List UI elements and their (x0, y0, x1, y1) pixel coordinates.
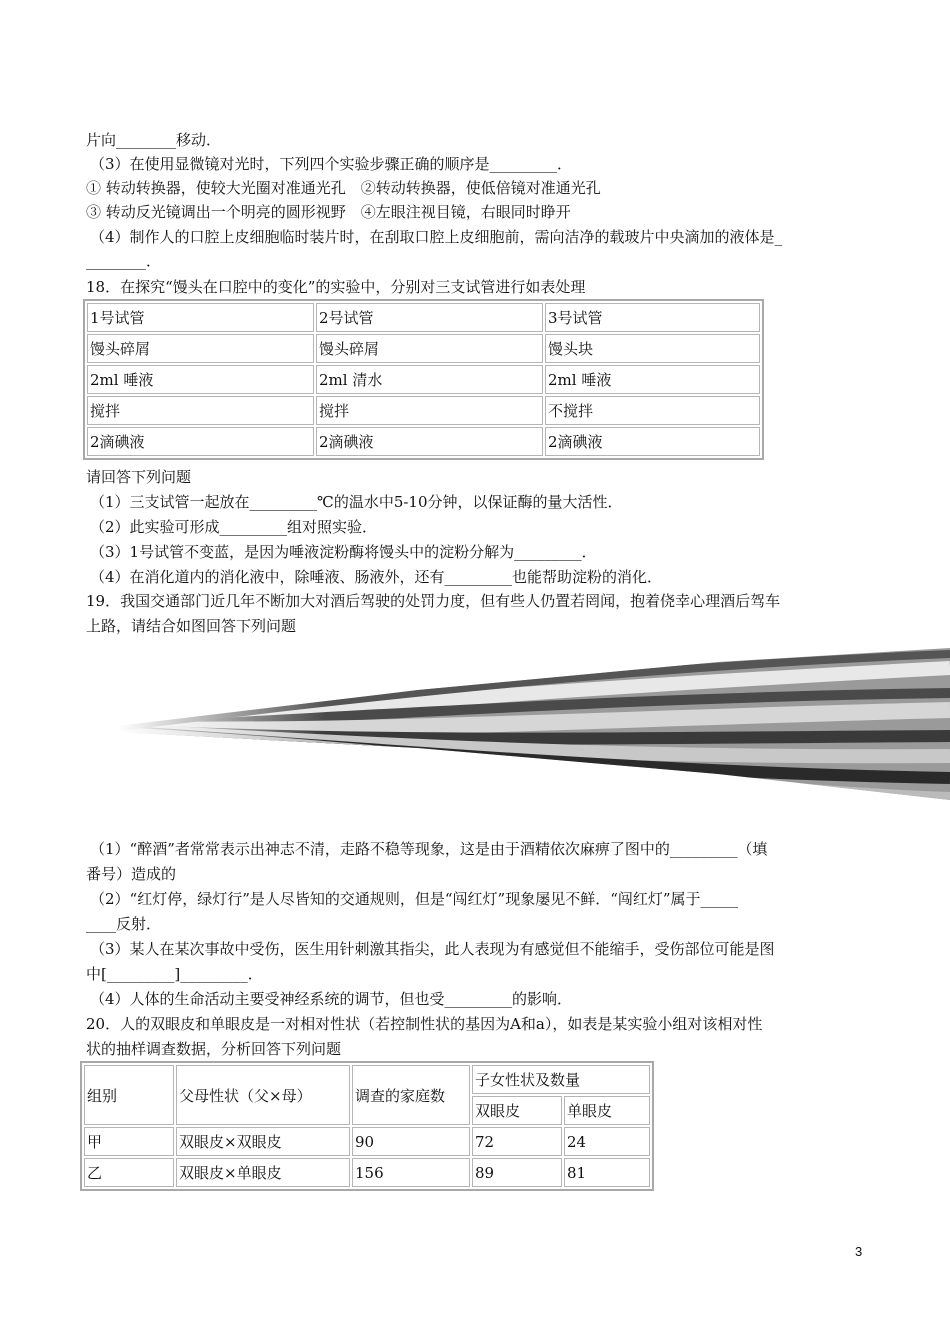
q19-part4: （4）人体的生命活动主要受神经系统的调节，但也受_________的影响． (90, 990, 573, 1008)
nervous-system-figure (118, 648, 950, 800)
table-cell: 搅拌 (316, 396, 543, 425)
q19-part3-cont: 中[_________]_________． (86, 965, 263, 983)
table-cell: 90 (352, 1127, 470, 1156)
q18-part1: （1）三支试管一起放在_________℃的温水中5-10分钟，以保证酶的量大活性． (90, 493, 623, 511)
header-families: 调查的家庭数 (352, 1065, 470, 1125)
table-cell: 81 (564, 1158, 650, 1187)
q17-part4-blank: ________． (86, 252, 162, 270)
q18-part4: （4）在消化道内的消化液中，除唾液、肠液外，还有_________也能帮助淀粉的消化． (90, 568, 663, 586)
q19-part1: （1）“醉酒”者常常表示出神志不清，走路不稳等现象，这是由于酒精依次麻痹了图中的_________（填 (90, 840, 768, 858)
q18-part3: （3）1号试管不变蓝，是因为唾液淀粉酶将馒头中的淀粉分解为_________． (90, 543, 597, 561)
q19-part2-cont: ____反射． (86, 915, 162, 933)
table-row (87, 334, 760, 363)
table-row (87, 396, 760, 425)
table-cell: 156 (352, 1158, 470, 1187)
q20-table (80, 1061, 654, 1191)
q18-part2: （2）此实验可形成_________组对照实验． (90, 518, 378, 536)
q20-stem-line1: 20．人的双眼皮和单眼皮是一对相对性状（若控制性状的基因为A和a），如表是某实验小组对该相对性 (86, 1015, 763, 1033)
q17-steps-row1: ① 转动转换器，使较大光圈对准通光孔 ②转动转换器，使低倍镜对准通光孔 (86, 179, 601, 197)
header-group: 组别 (84, 1065, 174, 1125)
table-cell: 3号试管 (545, 303, 760, 332)
header-parents: 父母性状（父×母） (176, 1065, 350, 1125)
table-cell: 2滴碘液 (316, 427, 543, 456)
table-cell: 甲 (84, 1127, 174, 1156)
table-cell: 2滴碘液 (545, 427, 760, 456)
q18-table (83, 299, 764, 460)
q17-part4: （4）制作人的口腔上皮细胞临时装片时，在刮取口腔上皮细胞前，需向洁净的载玻片中央滴加的液体是_ (90, 228, 783, 246)
table-cell: 双眼皮×双眼皮 (176, 1127, 350, 1156)
table-cell: 2ml 清水 (316, 365, 543, 394)
table-cell: 2号试管 (316, 303, 543, 332)
table-cell: 72 (472, 1127, 562, 1156)
table-row (84, 1127, 650, 1156)
q17-steps-row2: ③ 转动反光镜调出一个明亮的圆形视野 ④左眼注视目镜，右眼同时睁开 (86, 203, 571, 221)
table-cell: 馒头碎屑 (316, 334, 543, 363)
table-row (87, 365, 760, 394)
table-cell: 馒头碎屑 (87, 334, 314, 363)
table-row (87, 427, 760, 456)
q17-part3: （3）在使用显微镜对光时，下列四个实验步骤正确的顺序是_________． (90, 155, 573, 173)
table-cell: 搅拌 (87, 396, 314, 425)
table-cell: 乙 (84, 1158, 174, 1187)
table-row (84, 1158, 650, 1187)
page-number: 3 (855, 1244, 863, 1259)
q19-part1-cont: 番号）造成的 (86, 865, 177, 883)
table-row (87, 303, 760, 332)
q18-stem: 18．在探究“馒头在口腔中的变化”的实验中，分别对三支试管进行如表处理 (86, 278, 586, 296)
table-cell: 2ml 唾液 (545, 365, 760, 394)
header-single: 单眼皮 (564, 1096, 650, 1125)
q20-stem-line2: 状的抽样调查数据，分析回答下列问题 (86, 1040, 342, 1058)
table-cell: 2滴碘液 (87, 427, 314, 456)
header-double: 双眼皮 (472, 1096, 562, 1125)
header-children: 子女性状及数量 (472, 1065, 650, 1094)
q19-part3: （3）某人在某次事故中受伤，医生用针刺激其指尖，此人表现为有感觉但不能缩手，受伤部位可能是图 (90, 940, 775, 958)
q17-continuation: 片向________移动． (86, 131, 222, 149)
table-cell: 24 (564, 1127, 650, 1156)
table-cell: 不搅拌 (545, 396, 760, 425)
q19-part2: （2）“红灯停，绿灯行”是人尽皆知的交通规则，但是“闯红灯”现象屡见不鲜．“闯红灯”属于_____ (90, 890, 739, 908)
table-cell: 双眼皮×单眼皮 (176, 1158, 350, 1187)
table-cell: 2ml 唾液 (87, 365, 314, 394)
table-cell: 1号试管 (87, 303, 314, 332)
table-row (84, 1065, 650, 1094)
q18-prompt: 请回答下列问题 (86, 468, 192, 486)
table-cell: 89 (472, 1158, 562, 1187)
q19-stem-line1: 19．我国交通部门近几年不断加大对酒后驾驶的处罚力度，但有些人仍置若罔闻，抱着侥幸心理酒后驾车 (86, 592, 781, 610)
q19-stem-line2: 上路，请结合如图回答下列问题 (86, 617, 297, 635)
table-cell: 馒头块 (545, 334, 760, 363)
